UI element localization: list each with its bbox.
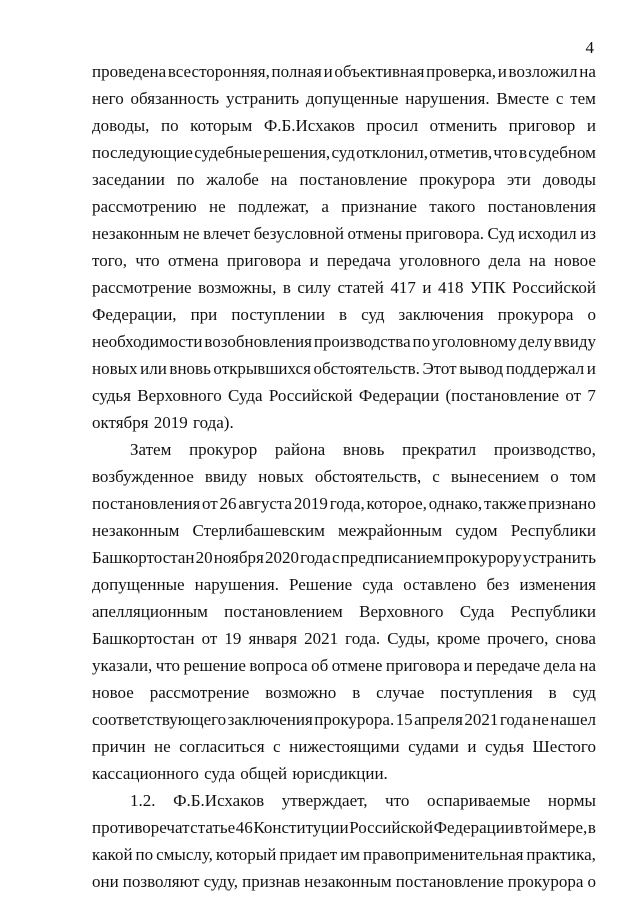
paragraph xyxy=(92,787,596,895)
text-line: противоречат статье 46 Конституции Российской Федерации в той мере, в xyxy=(92,818,596,837)
text-line: проведена всесторонняя, полная и объективная проверка, и возложил на xyxy=(92,62,596,81)
text-line: причин не согласиться с нижестоящими судами и судья Шестого xyxy=(92,737,596,756)
text-line: Башкортостан от 19 января 2021 года. Суды, кроме прочего, снова xyxy=(92,629,596,648)
text-line: незаконным Стерлибашевским межрайонным судом Республики xyxy=(92,521,596,540)
text-line: рассмотрение возможны, в силу статей 417 и 418 УПК Российской xyxy=(92,278,596,297)
text-line: заседании по жалобе на постановление прокурора эти доводы xyxy=(92,170,596,189)
text-line: указали, что решение вопроса об отмене приговора и передаче дела на xyxy=(92,656,596,675)
text-line: 1.2. Ф.Б.Исхаков утверждает, что оспариваемые нормы xyxy=(130,791,596,810)
paragraph xyxy=(92,436,596,787)
text-line: возбужденное ввиду новых обстоятельств, с вынесением о том xyxy=(92,467,596,486)
text-line: Федерации, при поступлении в суд заключения прокурора о xyxy=(92,305,596,324)
text-line: доводы, по которым Ф.Б.Исхаков просил отменить приговор и xyxy=(92,116,596,135)
text-line: кассационного суда общей юрисдикции. xyxy=(92,764,388,783)
text-line: новое рассмотрение возможно в случае поступления в суд xyxy=(92,683,596,702)
text-line: судья Верховного Суда Российской Федерации (постановление от 7 xyxy=(92,386,596,405)
text-line: какой по смыслу, который придает им правоприменительная практика, xyxy=(92,845,596,864)
text-line: Башкортостан 20 ноября 2020 года с предписанием прокурору устранить xyxy=(92,548,596,567)
text-line: Затем прокурор района вновь прекратил производство, xyxy=(130,440,596,459)
text-line: рассмотрению не подлежат, а признание такого постановления xyxy=(92,197,596,216)
text-line: октября 2019 года). xyxy=(92,413,234,432)
page-number: 4 xyxy=(585,38,594,57)
text-line: апелляционным постановлением Верховного Суда Республики xyxy=(92,602,596,621)
text-line: допущенные нарушения. Решение суда оставлено без изменения xyxy=(92,575,596,594)
text-line: постановления от 26 августа 2019 года, которое, однако, также признано xyxy=(92,494,596,513)
text-line: необходимости возобновления производства по уголовному делу ввиду xyxy=(92,332,596,351)
text-line: новых или вновь открывшихся обстоятельств. Этот вывод поддержал и xyxy=(92,359,596,378)
text-line: него обязанность устранить допущенные нарушения. Вместе с тем xyxy=(92,89,596,108)
paragraph xyxy=(92,58,596,436)
text-line: соответствующего заключения прокурора. 15 апреля 2021 года не нашел xyxy=(92,710,596,729)
text-line: незаконным не влечет безусловной отмены приговора. Суд исходил из xyxy=(92,224,596,243)
text-line: они позволяют суду, признав незаконным постановление прокурора о xyxy=(92,872,596,891)
text-line: последующие судебные решения, суд отклонил, отметив, что в судебном xyxy=(92,143,596,162)
document-body xyxy=(92,58,596,895)
text-line: того, что отмена приговора и передача уголовного дела на новое xyxy=(92,251,596,270)
